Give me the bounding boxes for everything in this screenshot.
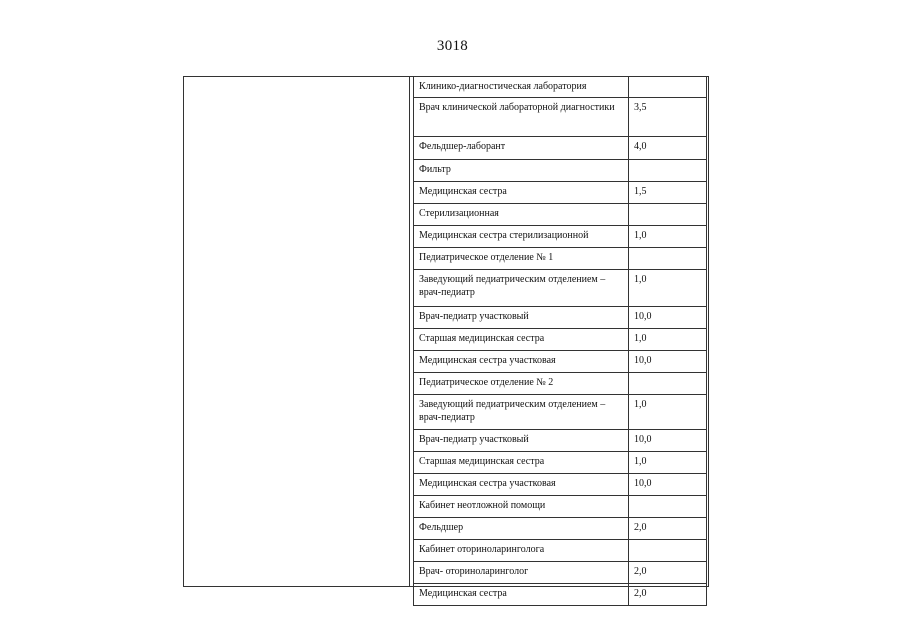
staff-rate <box>629 204 707 226</box>
position-name: Старшая медицинская сестра <box>414 329 629 351</box>
position-name: Фельдшер <box>414 518 629 540</box>
position-name: Фильтр <box>414 160 629 182</box>
staff-table <box>413 77 707 606</box>
table-row <box>414 496 707 518</box>
table-row <box>414 395 707 430</box>
table-row <box>414 226 707 248</box>
staff-rate: 1,0 <box>629 270 707 307</box>
position-name: Медицинская сестра участковая <box>414 351 629 373</box>
table-row <box>414 329 707 351</box>
staff-rate: 2,0 <box>629 562 707 584</box>
staff-rate: 1,0 <box>629 329 707 351</box>
staff-rate: 1,0 <box>629 226 707 248</box>
staff-rate: 2,0 <box>629 584 707 606</box>
position-name: Медицинская сестра <box>414 584 629 606</box>
position-name: Врач- оториноларинголог <box>414 562 629 584</box>
table-row <box>414 307 707 329</box>
position-name: Клинико-диагностическая лаборатория <box>414 77 629 98</box>
staff-rate: 4,0 <box>629 137 707 160</box>
position-name: Медицинская сестра стерилизационной <box>414 226 629 248</box>
empty-left-column <box>184 77 410 586</box>
staff-rate: 10,0 <box>629 430 707 452</box>
position-name: Врач-педиатр участковый <box>414 307 629 329</box>
position-name: Старшая медицинская сестра <box>414 452 629 474</box>
position-name: Врач-педиатр участковый <box>414 430 629 452</box>
staff-rate: 1,5 <box>629 182 707 204</box>
table-row <box>414 160 707 182</box>
staff-rate <box>629 160 707 182</box>
staff-rate: 3,5 <box>629 98 707 137</box>
position-name: Кабинет неотложной помощи <box>414 496 629 518</box>
position-name: Заведующий педиатрическим отделением – врач-педиатр <box>414 270 629 307</box>
table-row <box>414 270 707 307</box>
table-row <box>414 452 707 474</box>
position-name: Врач клинической лабораторной диагностики <box>414 98 629 137</box>
staff-rate: 10,0 <box>629 474 707 496</box>
table-row <box>414 562 707 584</box>
table-row <box>414 584 707 606</box>
staff-rate <box>629 540 707 562</box>
staff-rate: 2,0 <box>629 518 707 540</box>
staff-rate: 10,0 <box>629 307 707 329</box>
staff-rate: 1,0 <box>629 395 707 430</box>
table-row <box>414 248 707 270</box>
table-row <box>414 204 707 226</box>
position-name: Кабинет оториноларинголога <box>414 540 629 562</box>
staff-table-frame <box>183 76 709 599</box>
table-row <box>414 182 707 204</box>
page-number: 3018 <box>436 38 469 54</box>
position-name: Педиатрическое отделение № 2 <box>414 373 629 395</box>
table-row <box>414 540 707 562</box>
staff-rate: 1,0 <box>629 452 707 474</box>
table-row <box>414 77 707 98</box>
staff-rate: 10,0 <box>629 351 707 373</box>
staff-rate <box>629 496 707 518</box>
staff-rate <box>629 77 707 98</box>
table-row <box>414 98 707 137</box>
table-row <box>414 518 707 540</box>
staff-rate <box>629 248 707 270</box>
position-name: Медицинская сестра участковая <box>414 474 629 496</box>
position-name: Фельдшер-лаборант <box>414 137 629 160</box>
table-row <box>414 373 707 395</box>
table-row <box>414 430 707 452</box>
table-row <box>414 474 707 496</box>
table-row <box>414 137 707 160</box>
position-name: Заведующий педиатрическим отделением – врач-педиатр <box>414 395 629 430</box>
staff-rate <box>629 373 707 395</box>
position-name: Педиатрическое отделение № 1 <box>414 248 629 270</box>
position-name: Медицинская сестра <box>414 182 629 204</box>
position-name: Стерилизационная <box>414 204 629 226</box>
table-row <box>414 351 707 373</box>
